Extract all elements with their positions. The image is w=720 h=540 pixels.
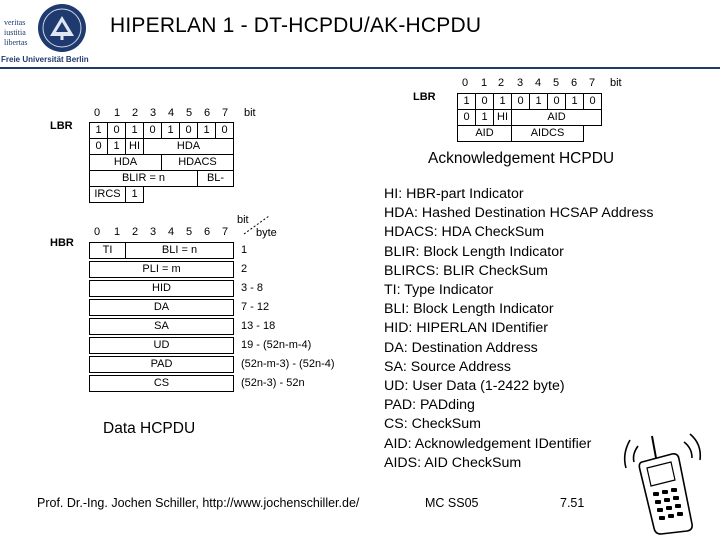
data-cell: 0 <box>215 122 234 139</box>
ack-lbr-label: LBR <box>413 91 436 103</box>
legend-item: AIDS: AID CheckSum <box>384 454 522 471</box>
data-lbr-label: LBR <box>50 120 73 132</box>
data-bit-number: 3 <box>150 107 157 119</box>
data-bit-number: 3 <box>150 226 157 238</box>
legend-item: BLI: Block Length Indicator <box>384 301 554 318</box>
data-bit-number: 4 <box>168 107 175 119</box>
data-ircs-cell: IRCS <box>89 186 126 203</box>
legend-item: CS: CheckSum <box>384 416 481 433</box>
ack-hi-cell: HI <box>493 109 512 126</box>
legend-item: BLIRCS: BLIR CheckSum <box>384 262 549 279</box>
byte-range: 13 - 18 <box>241 320 276 332</box>
ack-cell: 0 <box>475 93 494 110</box>
ack-cell: 1 <box>565 93 584 110</box>
data-hi-cell: HI <box>125 138 144 155</box>
ack-bit-number: 7 <box>589 77 596 89</box>
data-bit-number: 6 <box>204 107 211 119</box>
data-bit-number: 7 <box>222 107 229 119</box>
byte-range: (52n-3) - 52n <box>241 377 305 389</box>
ack-cell: 1 <box>457 93 476 110</box>
data-ud-cell: UD <box>89 337 234 354</box>
data-bit-number: 7 <box>222 226 229 238</box>
ack-bit-number: 0 <box>462 77 469 89</box>
data-cell: 1 <box>89 122 108 139</box>
ack-cell: 0 <box>457 109 476 126</box>
legend-item: DA: Destination Address <box>384 339 538 356</box>
data-ti-cell: TI <box>89 242 126 259</box>
header-rule <box>0 67 720 69</box>
legend-item: HI: HBR-part Indicator <box>384 186 524 202</box>
byte-range: 7 - 12 <box>241 301 270 313</box>
data-hbr-label: HBR <box>50 237 74 249</box>
ack-bit-label: bit <box>610 77 622 89</box>
data-sa-cell: SA <box>89 318 234 335</box>
data-cell: 1 <box>197 122 216 139</box>
ack-cell: 0 <box>511 93 530 110</box>
footer-page-number: 7.51 <box>560 496 585 510</box>
data-bit-number: 5 <box>186 226 193 238</box>
byte-range: 19 - (52n-m-4) <box>241 339 312 351</box>
ack-bit-number: 4 <box>535 77 542 89</box>
data-bli-cell: BLI = n <box>125 242 234 259</box>
bit-byte-divider <box>242 214 272 236</box>
ack-bit-number: 6 <box>571 77 578 89</box>
legend-item: SA: Source Address <box>384 358 511 375</box>
ack-cell: 0 <box>547 93 566 110</box>
data-da-cell: DA <box>89 299 234 316</box>
byte-range: (52n-m-3) - (52n-4) <box>241 358 335 370</box>
data-hid-cell: HID <box>89 280 234 297</box>
page-title: HIPERLAN 1 - DT-HCPDU/AK-HCPDU <box>110 14 482 37</box>
data-hda-cell: HDA <box>143 138 234 155</box>
data-bit-label: bit <box>244 107 256 119</box>
legend-item: HID: HIPERLAN IDentifier <box>384 320 548 337</box>
data-caption: Data HCPDU <box>103 420 196 437</box>
data-cell: 0 <box>89 138 108 155</box>
logo-university-name: Freie Universität Berlin <box>1 55 89 64</box>
data-hda-cell: HDA <box>89 154 162 171</box>
data-pad-cell: PAD <box>89 356 234 373</box>
ack-bit-number: 3 <box>517 77 524 89</box>
ack-caption: Acknowledgement HCPDU <box>428 150 615 167</box>
ack-cell: 1 <box>529 93 548 110</box>
data-blir-cell: BLIR = n <box>89 170 198 187</box>
byte-range: 3 - 8 <box>241 282 264 294</box>
ack-bit-number: 5 <box>553 77 560 89</box>
data-bit-number: 2 <box>132 226 139 238</box>
legend-item: UD: User Data (1-2422 byte) <box>384 378 565 395</box>
logo-motto-line: iustitia <box>4 28 26 37</box>
data-hdacs-cell: HDACS <box>161 154 234 171</box>
byte-range: 2 <box>241 263 248 275</box>
data-bit-number: 1 <box>114 226 121 238</box>
seal-icon <box>36 2 88 54</box>
logo-motto <box>4 18 28 48</box>
data-bl-cell: BL- <box>197 170 234 187</box>
data-cs-cell: CS <box>89 375 234 392</box>
legend-item: HDA: Hashed Destination HCSAP Address <box>384 205 654 222</box>
legend-item: HDACS: HDA CheckSum <box>384 224 545 241</box>
data-bit-number: 1 <box>114 107 121 119</box>
data-byte-label: byte <box>256 227 277 239</box>
ack-aid-cell: AID <box>457 125 512 142</box>
legend-item: AID: Acknowledgement IDentifier <box>384 435 592 452</box>
data-bit-number: 0 <box>94 107 101 119</box>
legend-item: TI: Type Indicator <box>384 282 494 299</box>
legend-item: PAD: PADding <box>384 397 475 414</box>
ack-cell: 0 <box>583 93 602 110</box>
ack-bit-number: 2 <box>498 77 505 89</box>
data-cell: 0 <box>179 122 198 139</box>
data-bit-number: 4 <box>168 226 175 238</box>
data-bit-number: 0 <box>94 226 101 238</box>
legend-item: BLIR: Block Length Indicator <box>384 243 564 260</box>
ack-aid-cell: AID <box>511 109 602 126</box>
byte-range: 1 <box>241 244 248 256</box>
mobile-phone-icon <box>616 428 716 536</box>
data-bit-label: bit <box>237 214 249 226</box>
data-cell: 0 <box>107 122 126 139</box>
university-logo <box>0 0 100 68</box>
data-cell: 0 <box>143 122 162 139</box>
abbreviation-legend <box>384 185 653 473</box>
data-bit-number: 5 <box>186 107 193 119</box>
ack-bit-number: 1 <box>481 77 488 89</box>
logo-motto-line: libertas <box>4 38 28 47</box>
ack-aidcs-cell: AIDCS <box>511 125 584 142</box>
ack-cell: 1 <box>475 109 494 126</box>
data-bit-number: 2 <box>132 107 139 119</box>
logo-motto-line: veritas <box>4 18 26 27</box>
data-cell: 1 <box>107 138 126 155</box>
footer-author: Prof. Dr.-Ing. Jochen Schiller, http://www.jochenschiller.de/ <box>37 496 360 510</box>
data-pli-cell: PLI = m <box>89 261 234 278</box>
footer-course: MC SS05 <box>425 496 479 510</box>
data-cell: 1 <box>125 122 144 139</box>
data-cell: 1 <box>161 122 180 139</box>
ack-cell: 1 <box>493 93 512 110</box>
data-bit-number: 6 <box>204 226 211 238</box>
data-cell: 1 <box>125 186 144 203</box>
